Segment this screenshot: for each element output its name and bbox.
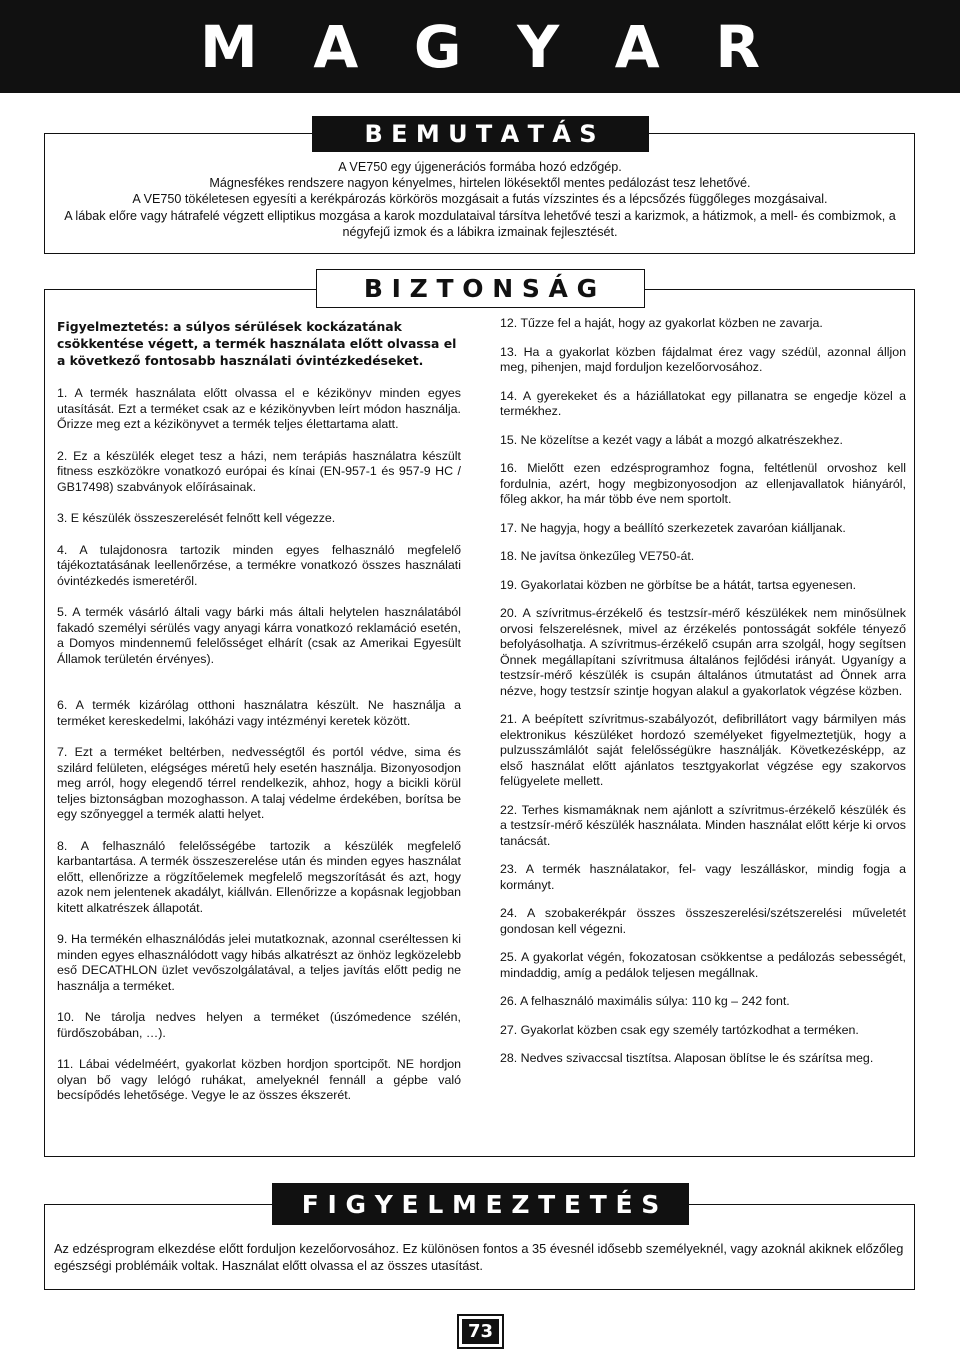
safety-item: 1. A termék használata előtt olvassa el e kézikönyv minden egyes utasítását. Ezt a terméket csak az e kézikönyvben leírt módon használja. Őrizze meg ezt a kézikönyvet a termék teljes élettartama alatt. [57,386,461,431]
safety-item: 25. A gyakorlat végén, fokozatosan csökkentse a pedálozás sebességét, mindaddig, amíg a pedálok teljesen megállnak. [500,950,906,980]
safety-item: 3. E készülék összeszerelését felnőtt kell végezze. [57,511,336,525]
header-letter: M [200,12,258,81]
biztonsag-left-column [57,318,461,1104]
header-letter: A [313,12,359,81]
safety-item: 20. A szívritmus-érzékelő és testzsír-mérő készülékek nem minősülnek orvosi felszerelésnek, mivel az érzékelés pontosságát sokféle tényező befolyásolhatja. A szívritmus-érzékelő csupán arra szolgál, hogy segítsen Önnek megállapítani szívritmusa általános fejlődési irányát. Ugyanígy a testzsír-mérő készülék is csupán általános útmutatást ad Önnek arra nézve, hogy testzsír szintje hogyan alakul a gyakorlatok végzése közben. [500,606,906,698]
safety-item: 16. Mielőtt ezen edzésprogramhoz fogna, feltétlenül orvoshoz kell fordulnia, azért, hogy megbizonyosodjon az ellenjavallatok hiányáról, főleg akkor, ha már több éve nem sportolt. [500,461,906,506]
biztonsag-title: B I Z T O N S Á G [316,269,645,308]
figyelmeztetes-title: F I G Y E L M E Z T E T É S [272,1183,689,1225]
intro-line: A VE750 tökéletesen egyesíti a kerékpározás körkörös mozgásait a futás vízszintes és a lépcsőzés függőleges mozgásaival. [132,192,828,207]
safety-warning: Figyelmeztetés: a súlyos sérülések kockázatának csökkentése végett, a termék használata előtt olvassa el a következő fontosabb használati óvintézkedéseket. [57,319,457,368]
header-letter: R [715,12,760,81]
safety-item: 27. Gyakorlat közben csak egy személy tartózkodhat a terméken. [500,1022,859,1037]
intro-line: Mágnesfékes rendszere nagyon kényelmes, hirtelen lökésektől mentes pedálozást tesz lehetővé. [209,176,751,191]
safety-item: 5. A termék vásárló általi vagy bárki más általi helytelen használatából fakadó személyi sérülés vagy anyagi kárra vonatkozó reklamáció esetén, a Domyos mindennemű felelősséget elhárít (csak az Amerikai Egyesült Államok területén érvényes). [57,605,461,666]
header-letter: Y [517,12,560,81]
bemutatas-title: B E M U T A T Á S [312,116,649,152]
safety-item: 7. Ezt a terméket beltérben, nedvességtől és portól védve, sima és szilárd felületen, elégséges méretű hely esetén használja. Bizonyosodjon meg arról, hogy elegendő térrel rendelkezik, ahhoz, hogy a bicikli körül teljes biztonságban mozoghasson. A talaj védelme érdekében, borítsa be egy szőnyeggel a termék alatti helyet. [57,745,461,821]
safety-item: 24. A szobakerékpár összes összeszerelési/szétszerelési műveletét gondosan kell végezni. [500,906,906,936]
bemutatas-text [60,159,900,240]
safety-item: 21. A beépített szívritmus-szabályozót, defibrillátort vagy bármilyen más elektronikus készüléket hordozó személyeket figyelmeztetjük, hogy a pulzusszámlálót saját felelősségükre használják. Következésképp, az első használat előtt ajánlatos tesztgyakorlat végzése egy szakorvos felügyelete mellett. [500,712,906,788]
safety-item: 18. Ne javítsa önkezűleg VE750-át. [500,549,695,563]
safety-item: 11. Lábai védelméért, gyakorlat közben hordjon sportcipőt. NE hordjon olyan bő vagy lelógó ruhákat, amelyeknél fennáll a gépbe való becsípődés lehetősége. Vegye le az összes ékszerét. [57,1057,461,1102]
safety-item: 6. A termék kizárólag otthoni használatra készült. Ne használja a terméket kereskedelmi, lakóházi vagy intézményi keretek között. [57,698,461,728]
header-letter: A [614,12,660,81]
safety-item: 23. A termék használatakor, fel- vagy leszálláskor, mindig fogja a kormányt. [500,862,906,892]
intro-line: A VE750 egy újgenerációs formába hozó edzőgép. [338,160,622,174]
safety-item: 13. Ha a gyakorlat közben fájdalmat érez vagy szédül, azonnal álljon meg, pihenjen, majd forduljon kezelőorvosához. [500,344,906,374]
header-letter: G [413,12,462,81]
safety-item: 4. A tulajdonosra tartozik minden egyes felhasználó megfelelő tájékoztatásának leellenőrzése, a termékre vonatkozó összes használati óvintézkedés ismeretéről. [57,542,461,588]
safety-item: 17. Ne hagyja, hogy a beállító szerkezetek zavaróan kiálljanak. [500,520,846,535]
safety-item: 10. Ne tárolja nedves helyen a terméket (úszómedence szélén, fürdőszobában, …). [57,1010,461,1040]
safety-item: 8. A felhasználó felelősségébe tartozik a készülék megfelelő karbantartása. A termék összeszerelése után és minden egyes használat előtt, ellenőrizze a rögzítőelemek megfelelő megszorítását és azt, hogy azok nem jelentenek akadályt, kiállván. Ellenőrizze a kopásnak legjobban kitett alkatrészek állapotát. [57,838,461,915]
safety-item: 22. Terhes kismamáknak nem ajánlott a szívritmus-érzékelő készülék és a testzsír-mérő készülék használata. Minden használat előtt kérje ki orvos tanácsát. [500,802,906,848]
page-number: 73 [459,1316,502,1347]
safety-item: 26. A felhasználó maximális súlya: 110 kg – 242 font. [500,994,790,1008]
biztonsag-right-column [500,316,906,1067]
safety-item: 2. Ez a készülék eleget tesz a házi, nem terápiás használatra készült fitness eszközökre vonatkozó európai és kínai (EN-957-1 és 957-9 HC / GB17498) szabványok előírásainak. [57,448,461,494]
safety-item: 19. Gyakorlatai közben ne görbítse be a hátát, tartsa egyenesen. [500,577,857,592]
figyelmeztetes-text: Az edzésprogram elkezdése előtt forduljon kezelőorvosához. Ez különösen fontos a 35 évesnél idősebb személyeknél, vagy azoknál akiknek előzőleg egészségi problémáik voltak. Használat előtt olvassa el az összes utasítást. [54,1241,904,1273]
safety-item: 15. Ne közelítse a kezét vagy a lábát a mozgó alkatrészekhez. [500,432,843,447]
safety-item: 9. Ha termékén elhasználódás jelei mutatkoznak, azonnal cseréltessen ki minden egyes elhasználódott vagy hibás alkatrészt az önhöz legközelebb eső DECATHLON üzlet vevőszolgálatával, a teljes javítás előtt pedig ne használja a terméket. [57,932,461,993]
language-header [0,0,960,93]
safety-item: 12. Tűzze fel a haját, hogy az gyakorlat közben ne zavarja. [500,316,823,330]
safety-item: 14. A gyerekeket és a háziállatokat egy pillanatra se engedje közel a termékhez. [500,388,906,418]
safety-item: 28. Nedves szivaccsal tisztítsa. Alaposan öblítse le és szárítsa meg. [500,1051,874,1065]
intro-line: A lábak előre vagy hátrafelé végzett elliptikus mozgása a karok mozdulataival társítva lehetővé teszi a karizmok, a hátizmok, a mell- és combizmok, a négyfejű izmok és a lábikra izmainak fejlesztését. [64,208,896,239]
